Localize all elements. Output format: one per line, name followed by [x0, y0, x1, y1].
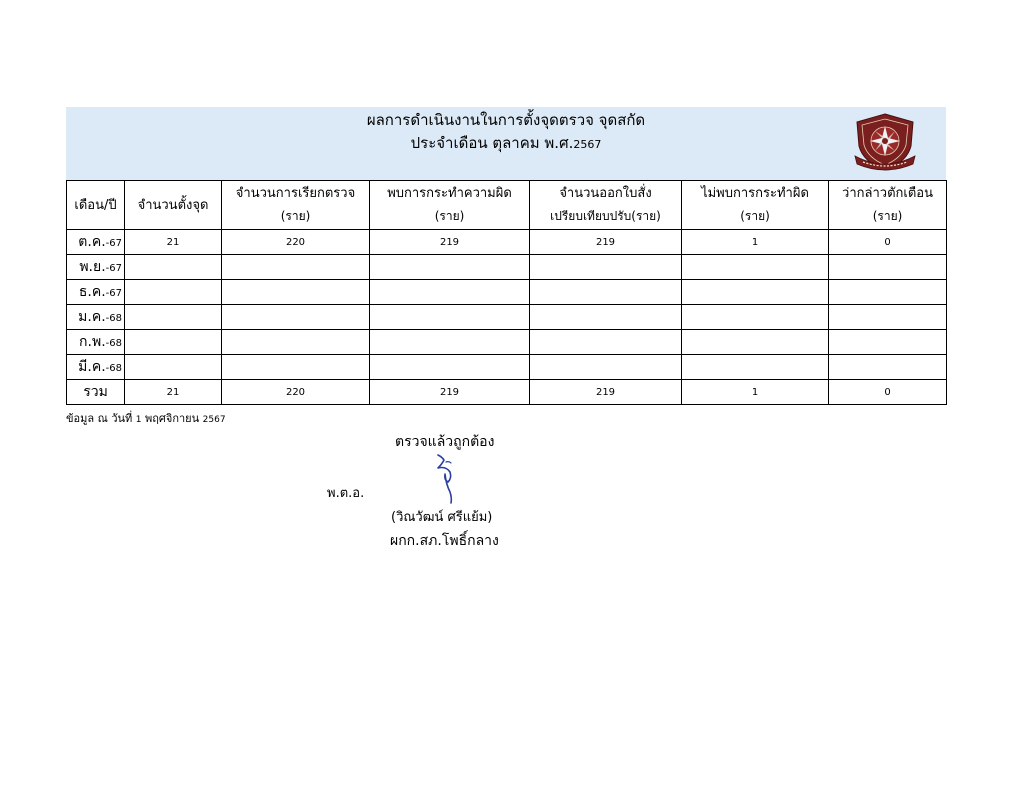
table-cell	[530, 305, 682, 330]
table-cell	[530, 280, 682, 305]
total-cell: 1	[682, 380, 829, 405]
officer-name: (วิณวัฒน์ ศรีแย้ม)	[391, 510, 493, 525]
table-cell	[222, 305, 370, 330]
column-header: เดือน/ปี	[67, 181, 125, 230]
table-cell	[222, 355, 370, 380]
handwritten-signature-icon	[428, 452, 460, 504]
column-header: ไม่พบการกระทำผิด (ราย)	[682, 181, 829, 230]
total-row	[67, 380, 947, 405]
table-cell	[682, 330, 829, 355]
table-cell	[682, 255, 829, 280]
table-cell	[125, 305, 222, 330]
table-cell: 21	[125, 230, 222, 255]
officer-rank: พ.ต.อ.	[327, 486, 365, 501]
table-cell	[530, 355, 682, 380]
table-cell	[682, 355, 829, 380]
table-cell	[125, 355, 222, 380]
table-cell	[682, 280, 829, 305]
month-cell: ธ.ค.-67	[67, 280, 125, 305]
column-header: จำนวนออกใบสั่ง เปรียบเทียบปรับ(ราย)	[530, 181, 682, 230]
table-cell: 219	[370, 230, 530, 255]
table-cell: 1	[682, 230, 829, 255]
note-day: 1	[135, 415, 142, 425]
table-cell	[125, 280, 222, 305]
verified-label: ตรวจแล้วถูกต้อง	[395, 434, 495, 450]
column-header: จำนวนการเรียกตรวจ (ราย)	[222, 181, 370, 230]
table-cell	[530, 330, 682, 355]
report-subtitle	[66, 133, 946, 155]
total-cell: 0	[829, 380, 947, 405]
table-cell	[370, 330, 530, 355]
table-cell	[530, 255, 682, 280]
table-cell	[829, 280, 947, 305]
table-cell	[370, 280, 530, 305]
report-title: ผลการดำเนินงานในการตั้งจุดตรวจ จุดสกัด	[366, 111, 646, 129]
table-cell	[125, 330, 222, 355]
note-year: 2567	[202, 415, 226, 425]
report-header	[66, 107, 946, 180]
table-cell: 0	[829, 230, 947, 255]
table-cell	[829, 355, 947, 380]
table-cell: 219	[530, 230, 682, 255]
table-cell	[682, 305, 829, 330]
table-row	[67, 355, 947, 380]
total-cell: 220	[222, 380, 370, 405]
note-prefix: ข้อมูล ณ วันที่	[66, 412, 133, 425]
total-label: รวม	[67, 380, 125, 405]
table-cell	[222, 280, 370, 305]
table-cell	[370, 255, 530, 280]
table-header-row	[67, 181, 947, 230]
month-cell: พ.ย.-67	[67, 255, 125, 280]
total-cell: 219	[370, 380, 530, 405]
table-row	[67, 280, 947, 305]
table-cell	[829, 255, 947, 280]
table-row	[67, 230, 947, 255]
table-cell	[125, 255, 222, 280]
officer-position: ผกก.สภ.โพธิ์กลาง	[390, 533, 499, 549]
note-month: พฤศจิกายน	[145, 412, 200, 425]
police-seal-icon	[851, 112, 919, 174]
table-row	[67, 305, 947, 330]
table-cell	[829, 330, 947, 355]
operations-table	[66, 180, 947, 405]
column-header: พบการกระทำความผิด (ราย)	[370, 181, 530, 230]
table-row	[67, 255, 947, 280]
subtitle-text: ประจำเดือน ตุลาคม พ.ศ.	[410, 134, 574, 152]
data-date-note	[66, 409, 226, 427]
table-cell: 220	[222, 230, 370, 255]
month-cell: ก.พ.-68	[67, 330, 125, 355]
table-cell	[370, 355, 530, 380]
total-cell: 21	[125, 380, 222, 405]
table-cell	[222, 255, 370, 280]
month-cell: มี.ค.-68	[67, 355, 125, 380]
table-row	[67, 330, 947, 355]
subtitle-year: 2567	[573, 138, 602, 151]
month-cell: ม.ค.-68	[67, 305, 125, 330]
total-cell: 219	[530, 380, 682, 405]
column-header: ว่ากล่าวตักเตือน (ราย)	[829, 181, 947, 230]
month-cell: ต.ค.-67	[67, 230, 125, 255]
table-cell	[829, 305, 947, 330]
column-header: จำนวนตั้งจุด	[125, 181, 222, 230]
table-cell	[370, 305, 530, 330]
table-cell	[222, 330, 370, 355]
